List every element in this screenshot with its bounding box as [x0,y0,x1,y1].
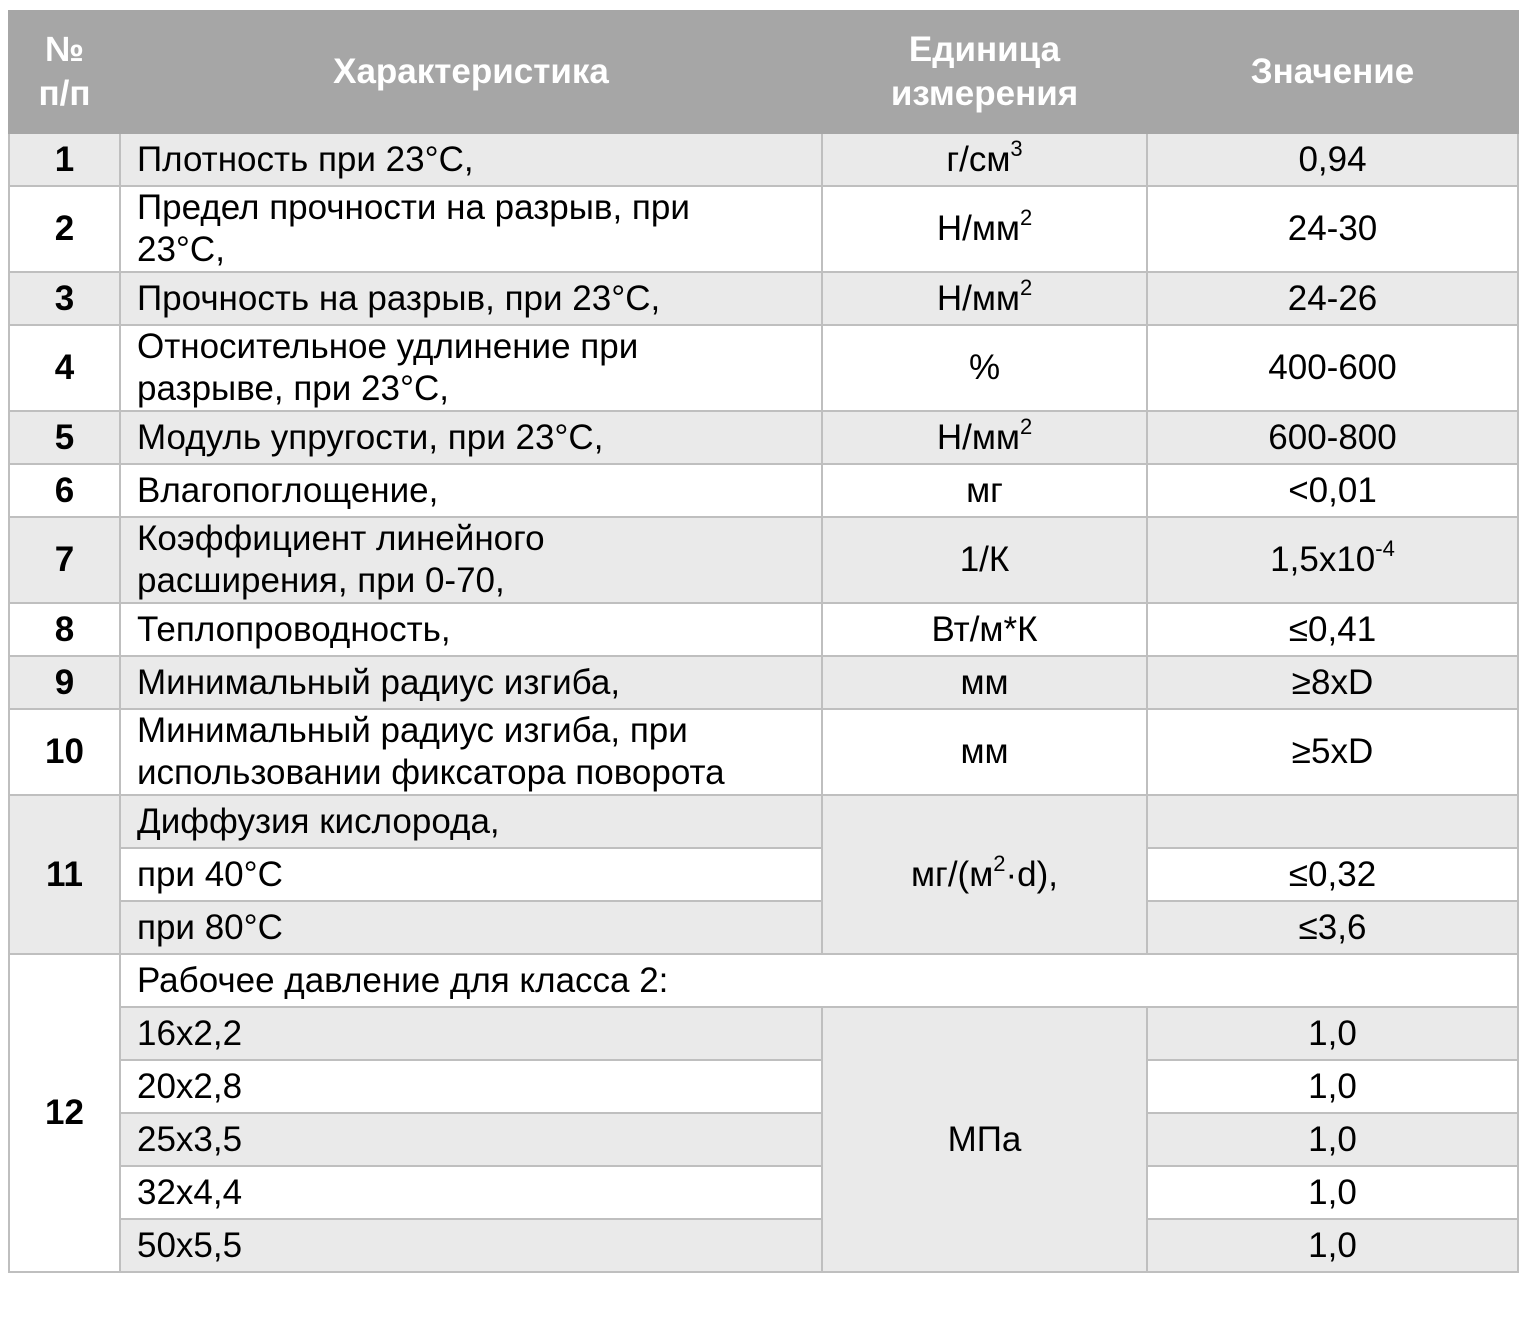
row-unit [822,464,1147,517]
characteristic-line: расширения, при 0-70, [137,561,505,600]
value-text: 24-26 [1287,278,1378,318]
table-row [9,186,1518,272]
row-unit [822,272,1147,325]
table-subrow [9,848,1518,901]
table-row [9,133,1518,186]
unit-text: мм [960,662,1009,702]
value-superscript: -4 [1375,536,1395,562]
table-subrow [9,1219,1518,1272]
row-value [1147,709,1518,795]
row-unit [822,325,1147,411]
row-num: 7 [9,517,120,603]
value-text: 24-30 [1287,209,1378,248]
row-unit: МПа [822,1007,1147,1272]
unit-text: г/см [946,139,1011,179]
table-row [9,464,1518,517]
row-num: 1 [9,133,120,186]
unit-text: % [968,348,1001,387]
characteristic-line: Минимальный радиус изгиба, [137,662,621,702]
row-num: 11 [9,795,120,954]
row-characteristic [120,709,822,795]
unit-text: мм [960,732,1009,771]
subrow-value: ≤0,32 [1147,848,1518,901]
value-text: ≥8xD [1291,662,1374,702]
row-num: 2 [9,186,120,272]
unit-superscript: 3 [1010,135,1023,161]
value-text: ≥5xD [1291,732,1374,771]
characteristic-line: разрыве, при 23°С, [137,369,449,408]
unit-superscript: 2 [993,850,1006,876]
unit-text: мг/(м [910,854,994,894]
row-characteristic [120,603,822,656]
characteristic-line: использовании фиксатора поворота [137,753,725,792]
row-characteristic: Диффузия кислорода, [120,795,822,848]
table-row [9,954,1518,1007]
header-value: Значение [1147,11,1518,133]
row-characteristic [120,464,822,517]
header-num [9,11,120,133]
row-unit [822,133,1147,186]
subrow-characteristic: при 80°С [120,901,822,954]
characteristic-line: Теплопроводность, [137,609,451,649]
table-subrow [9,1060,1518,1113]
characteristic-line: Прочность на разрыв, при 23°С, [137,278,661,318]
header-characteristic: Характеристика [120,11,822,133]
subrow-characteristic: 32x4,4 [120,1166,822,1219]
row-num: 6 [9,464,120,517]
unit-superscript: 2 [1019,413,1033,439]
value-text: 0,94 [1298,139,1367,179]
characteristic-line: Коэффициент линейного [137,519,545,558]
header-num-line-2: п/п [38,74,91,113]
characteristic-line: Предел прочности на разрыв, при [137,188,690,227]
subrow-characteristic: при 40°С [120,848,822,901]
header-num-line-1: № [44,30,85,69]
table-row [9,603,1518,656]
properties-table [8,10,1519,1273]
characteristic-line: Минимальный радиус изгиба, при [137,711,688,750]
row-value [1147,656,1518,709]
characteristic-line: Модуль упругости, при 23°С, [137,417,604,457]
subrow-value: 1,0 [1147,1113,1518,1166]
row-unit [822,603,1147,656]
row-num: 12 [9,954,120,1272]
unit-text: 1/К [959,540,1010,579]
subrow-characteristic: 20x2,8 [120,1060,822,1113]
unit-text-suffix: ·d), [1005,854,1059,894]
row-value-empty [1147,795,1518,848]
header-unit-line-2: измерения [890,74,1079,113]
row-characteristic: Рабочее давление для класса 2: [120,954,1518,1007]
unit-text: Н/мм [936,209,1020,248]
characteristic-line: Влагопоглощение, [137,470,439,510]
row-value [1147,411,1518,464]
table-row [9,795,1518,848]
row-num: 4 [9,325,120,411]
unit-text: Н/мм [936,417,1020,457]
unit-text: Н/мм [936,278,1020,318]
row-unit [822,186,1147,272]
row-value [1147,464,1518,517]
row-unit [822,709,1147,795]
table-row [9,325,1518,411]
value-text: 1,5x10 [1270,540,1376,579]
subrow-value: 1,0 [1147,1060,1518,1113]
row-num: 9 [9,656,120,709]
subrow-value: 1,0 [1147,1007,1518,1060]
table-row [9,517,1518,603]
unit-superscript: 2 [1019,274,1033,300]
row-characteristic [120,411,822,464]
row-value [1147,603,1518,656]
row-unit [822,656,1147,709]
value-text: ≤0,41 [1288,609,1377,649]
row-characteristic [120,133,822,186]
row-num: 8 [9,603,120,656]
subrow-characteristic: 25x3,5 [120,1113,822,1166]
table-subrow [9,901,1518,954]
row-value [1147,272,1518,325]
table-subrow [9,1166,1518,1219]
row-characteristic [120,325,822,411]
value-text: 400-600 [1268,348,1397,387]
value-text: <0,01 [1288,470,1377,510]
header-unit-line-1: Единица [908,30,1061,69]
row-num: 3 [9,272,120,325]
characteristic-line: Плотность при 23°С, [137,139,474,179]
row-characteristic [120,656,822,709]
row-characteristic [120,272,822,325]
header-row [9,11,1518,133]
row-unit [822,411,1147,464]
row-characteristic [120,517,822,603]
unit-text: Вт/м*К [931,609,1038,649]
table-row [9,656,1518,709]
value-text: 600-800 [1268,417,1397,457]
row-unit [822,795,1147,954]
characteristic-line: 23°С, [137,230,225,269]
row-num: 5 [9,411,120,464]
subrow-characteristic: 50x5,5 [120,1219,822,1272]
row-num: 10 [9,709,120,795]
header-unit [822,11,1147,133]
subrow-value: ≤3,6 [1147,901,1518,954]
table-row [9,411,1518,464]
row-value [1147,133,1518,186]
table-subrow [9,1113,1518,1166]
unit-text: мг [966,470,1003,510]
row-value [1147,517,1518,603]
characteristic-line: Относительное удлинение при [137,327,639,366]
row-value [1147,186,1518,272]
subrow-value: 1,0 [1147,1219,1518,1272]
row-value [1147,325,1518,411]
row-unit [822,517,1147,603]
subrow-characteristic: 16x2,2 [120,1007,822,1060]
unit-superscript: 2 [1019,205,1033,231]
table-subrow [9,1007,1518,1060]
row-characteristic [120,186,822,272]
table-row [9,272,1518,325]
table-row [9,709,1518,795]
subrow-value: 1,0 [1147,1166,1518,1219]
